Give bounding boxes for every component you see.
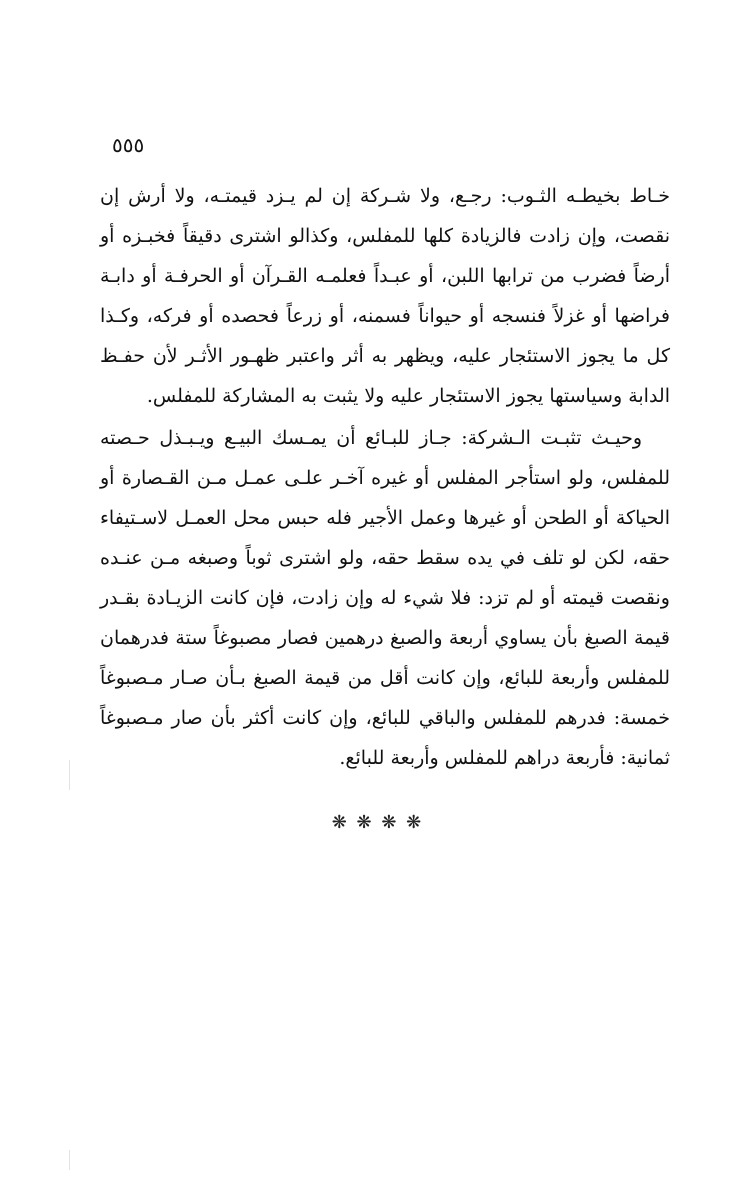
text-line: للمفلس، ولو استأجر المفلس أو غيره آخـر علـى عمـل مـن القـصارة أو [100,467,670,489]
scan-artifact [69,1150,70,1170]
text-line: وحيـث تثبـت الـشركة: جـاز للبـائع أن يمـسك البيـع ويـبـذل حـصته [100,427,642,449]
text-line: الحياكة أو الطحن أو غيرها وعمل الأجير فله حبس محل العمـل لاسـتيفاء [100,507,670,529]
text-line: خـاط بخيطـه الثـوب: رجـع، ولا شـركة إن لم يـزد قيمتـه، ولا أرش إن [100,185,670,207]
text-line: فراضها أو غزلاً فنسجه أو حيواناً فسمنه، أو زرعاً فحصده أو فركه، وكـذا [100,305,670,327]
scan-artifact [69,760,70,790]
body-text [100,176,670,778]
page-number: ٥٥٥ [112,133,145,157]
text-line: أرضاً فضرب من ترابها اللبن، أو عبـداً فعلمـه القـرآن أو الحرفـة أو دابـة [100,265,670,287]
paragraph-1 [100,176,670,416]
text-line: كل ما يجوز الاستئجار عليه، ويظهر به أثر واعتبر ظهـور الأثـر لأن حفـظ [100,345,670,367]
text-line: ثمانية: فأربعة دراهم للمفلس وأربعة للبائع. [339,747,670,769]
section-separator: ❋ ❋ ❋ ❋ [331,812,424,833]
text-line: حقه، لكن لو تلف في يده سقط حقه، ولو اشترى ثوباً وصبغه مـن عنـده [100,547,670,569]
text-line: للمفلس وأربعة للبائع، وإن كانت أقل من قيمة الصبغ بـأن صـار مـصبوغاً [100,667,670,689]
text-line: نقصت، وإن زادت فالزيادة كلها للمفلس، وكذالو اشترى دقيقاً فخبـزه أو [100,225,670,247]
text-line: ونقصت قيمته أو لم تزد: فلا شيء له وإن زادت، فإن كانت الزيـادة بقـدر [100,587,670,609]
paragraph-2 [100,418,670,778]
text-line: قيمة الصبغ بأن يساوي أربعة والصبغ درهمين فصار مصبوغاً ستة فدرهمان [100,627,670,649]
text-line: خمسة: فدرهم للمفلس والباقي للبائع، وإن كانت أكثر بأن صار مـصبوغاً [100,707,670,729]
text-line: الدابة وسياستها يجوز الاستئجار عليه ولا يثبت به المشاركة للمفلس. [146,385,670,407]
